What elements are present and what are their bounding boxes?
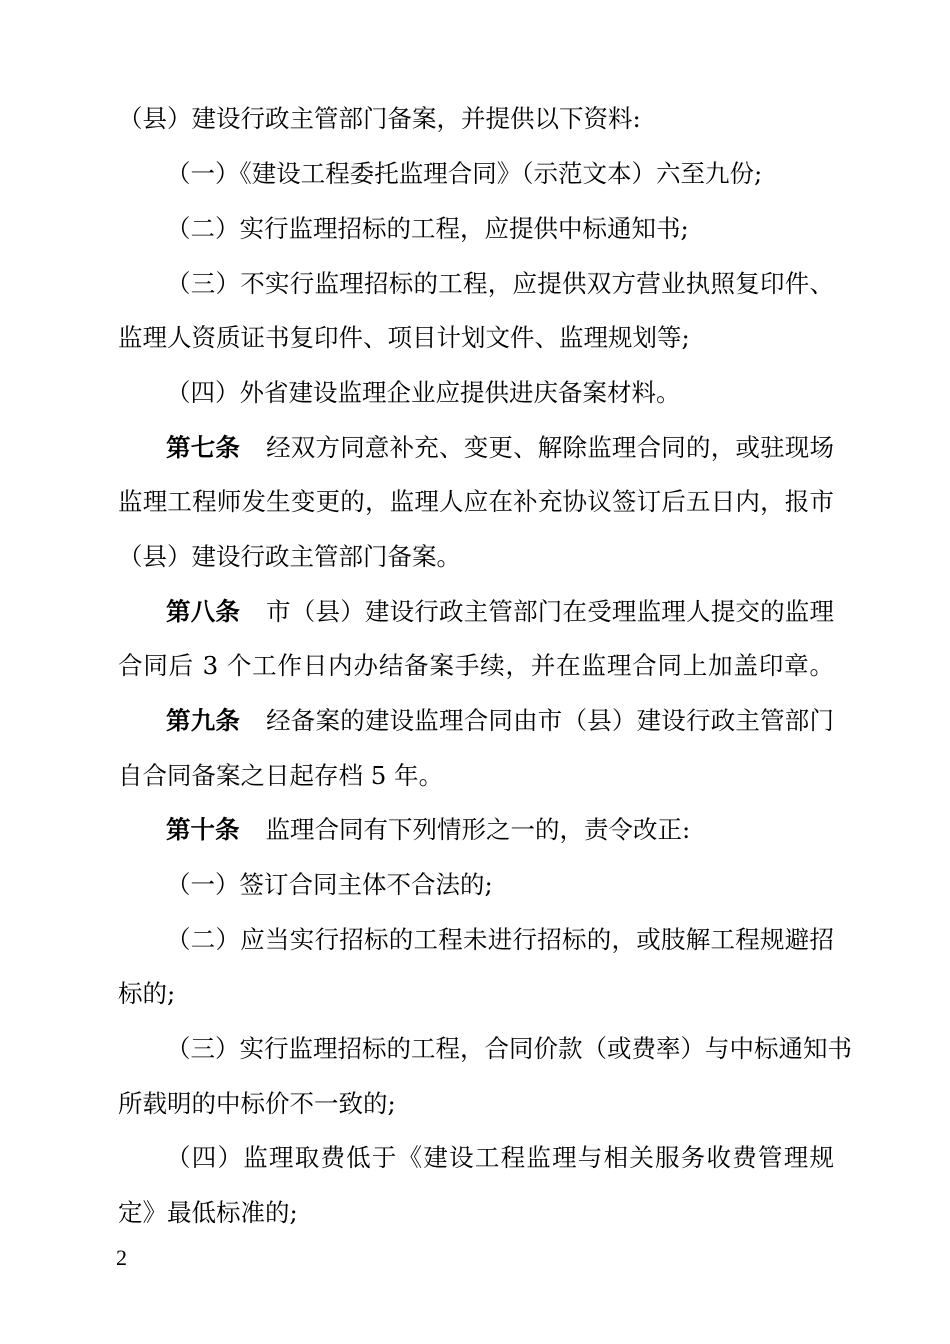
article-nine [166, 705, 834, 737]
text-line: 所载明的中标价不一致的; [118, 1089, 396, 1118]
text-line: （县）建设行政主管部门备案。 [118, 542, 461, 571]
article-text: 经双方同意补充、变更、解除监理合同的，或驻现场 [266, 433, 835, 462]
article-ten [166, 814, 834, 846]
list-item: （三）不实行监理招标的工程，应提供双方营业执照复印件、 [166, 269, 834, 298]
article-text: 经备案的建设监理合同由市（县）建设行政主管部门 [266, 706, 835, 735]
article-heading: 第十条 [166, 815, 240, 844]
article-heading: 第九条 [166, 706, 241, 735]
article-seven [166, 432, 834, 464]
text-line: （县）建设行政主管部门备案，并提供以下资料: [118, 104, 641, 133]
article-heading: 第七条 [166, 433, 241, 462]
list-item: （一）《建设工程委托监理合同》（示范文本）六至九份; [166, 159, 763, 188]
text-line: 标的; [118, 979, 176, 1008]
article-text: 监理合同有下列情形之一的，责令改正: [265, 815, 691, 844]
article-text: 市（县）建设行政主管部门在受理监理人提交的监理 [266, 597, 835, 626]
text-line: 合同后 3 个工作日内办结备案手续，并在监理合同上加盖印章。 [118, 651, 834, 680]
text-line: 定》最低标准的; [118, 1198, 298, 1227]
list-item: （二）应当实行招标的工程未进行招标的，或肢解工程规避招 [166, 925, 834, 954]
list-item: （二）实行监理招标的工程，应提供中标通知书; [166, 214, 689, 243]
text-line: 自合同备案之日起存档 5 年。 [118, 761, 444, 790]
list-item: （四）外省建设监理企业应提供进庆备案材料。 [166, 378, 681, 407]
list-item: （三）实行监理招标的工程，合同价款（或费率）与中标通知书 [166, 1034, 852, 1063]
article-heading: 第八条 [166, 597, 241, 626]
text-line: 监理工程师发生变更的，监理人应在补充协议签订后五日内，报市 [118, 487, 834, 516]
list-item: （一）签订合同主体不合法的; [166, 870, 493, 899]
list-item: （四）监理取费低于《建设工程监理与相关服务收费管理规 [166, 1143, 834, 1172]
article-eight [166, 596, 834, 628]
text-line: 监理人资质证书复印件、项目计划文件、监理规划等; [118, 323, 690, 352]
page-number: 2 [116, 1245, 127, 1270]
